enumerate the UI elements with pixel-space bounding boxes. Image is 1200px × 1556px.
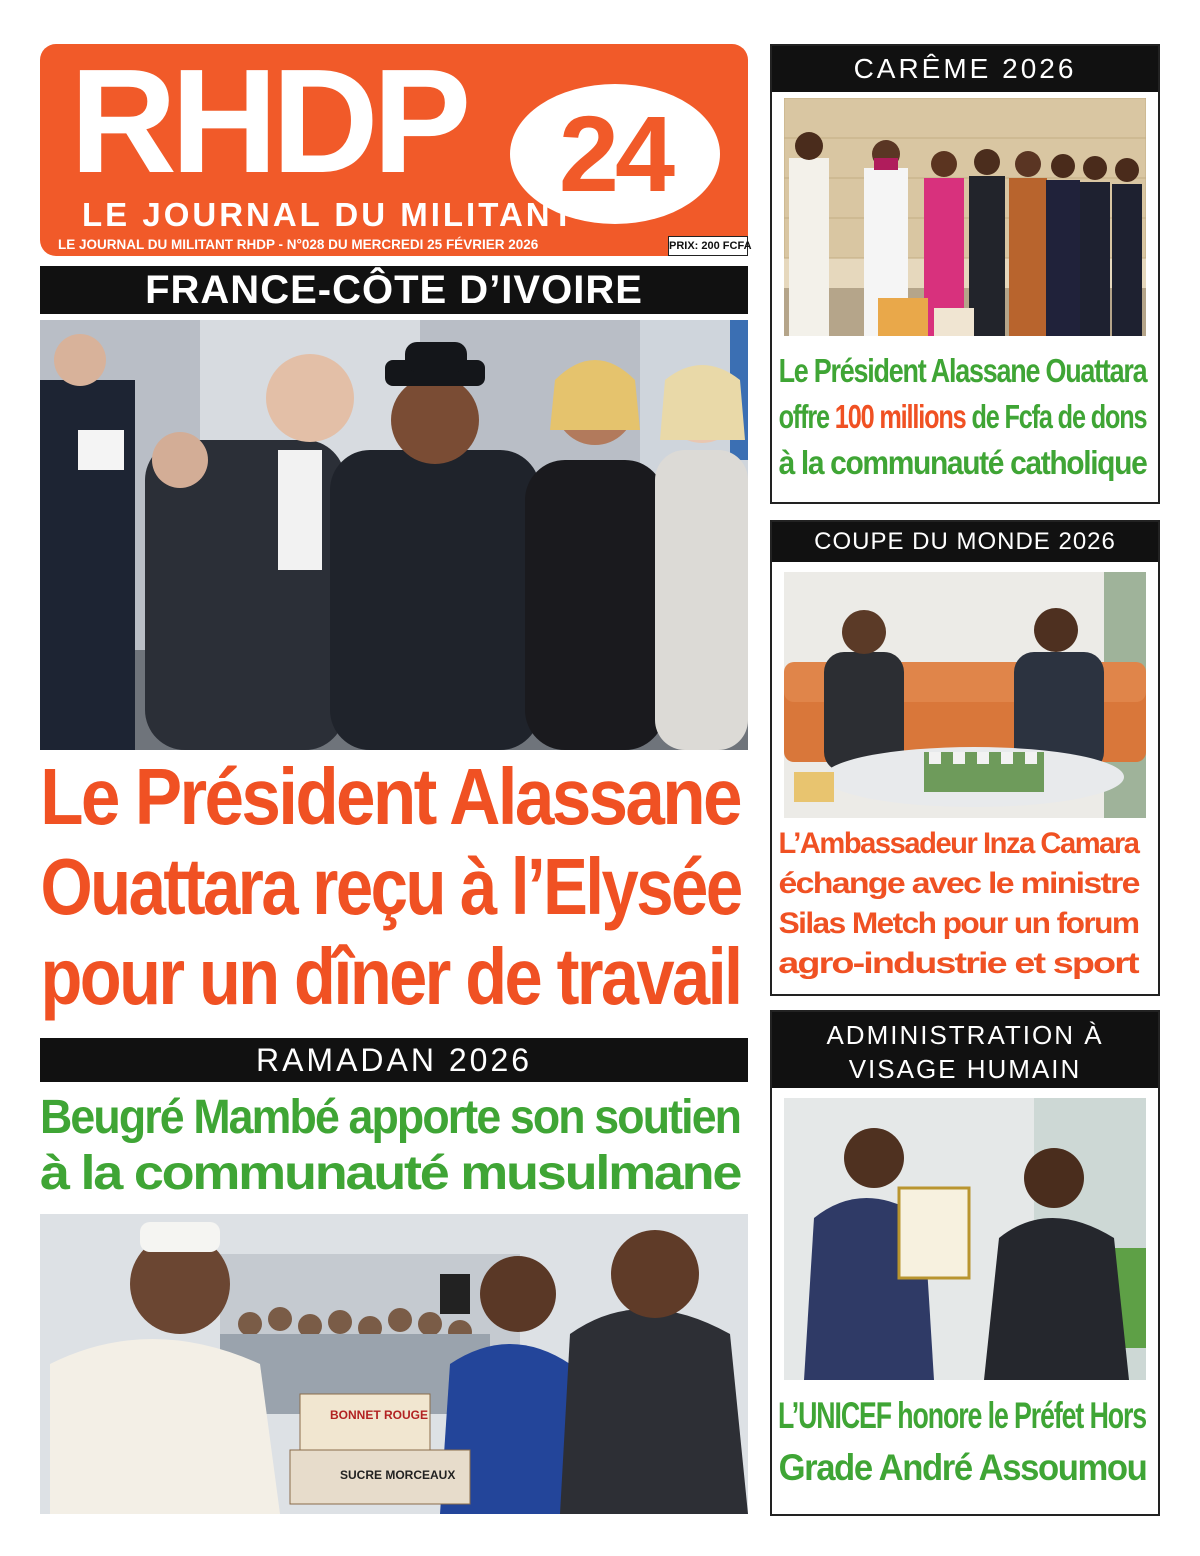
admin-headline-line-1: L’UNICEF honore le Préfet Hors: [778, 1395, 1147, 1436]
sidebar-story-coupe-du-monde[interactable]: [770, 520, 1160, 996]
photo-careme-scene: [784, 98, 1146, 336]
photo-coupe-scene: [784, 572, 1146, 818]
logo-number-badge: 24: [510, 84, 720, 224]
box-label-bottom: SUCRE MORCEAUX: [340, 1468, 456, 1482]
ramadan-headline-line-1: Beugré Mambé apporte son soutien: [40, 1091, 741, 1144]
issue-line: LE JOURNAL DU MILITANT RHDP - N°028 DU MERCREDI 25 FÉVRIER 2026: [58, 237, 539, 252]
main-headline-line-2: Ouattara reçu à l’Elysée: [40, 842, 741, 931]
admin-headline-line-2: Grade André Assoumou: [778, 1447, 1146, 1488]
masthead: [40, 44, 748, 256]
admin-headline[interactable]: [778, 1390, 1152, 1494]
logo-text: RHDP: [70, 44, 466, 204]
careme-headline-highlight: 100 millions: [834, 398, 966, 435]
photo-elysee-scene: [40, 320, 748, 750]
coupe-headline[interactable]: [778, 824, 1152, 984]
coupe-headline-line-3: Silas Metch pour un forum: [778, 907, 1138, 940]
careme-headline-line-2-after: de Fcfa de dons: [965, 398, 1146, 435]
careme-headline-line-2-before: offre: [778, 398, 835, 435]
tagline: LE JOURNAL DU MILITANT: [82, 196, 576, 233]
photo-ramadan-donation[interactable]: [40, 1214, 748, 1514]
section-bar-administration: ADMINISTRATION À VISAGE HUMAIN: [772, 1012, 1158, 1088]
section-bar-careme: CARÊME 2026: [772, 46, 1158, 92]
coupe-headline-line-2: échange avec le ministre: [778, 867, 1139, 900]
ramadan-headline[interactable]: [40, 1090, 748, 1208]
coupe-headline-line-1: L’Ambassadeur Inza Camara: [778, 827, 1139, 860]
photo-careme-donation[interactable]: [784, 98, 1146, 336]
main-headline-line-3: pour un dîner de travail: [40, 932, 741, 1021]
photo-admin-scene: [784, 1098, 1146, 1380]
photo-coupe-meeting[interactable]: [784, 572, 1146, 818]
price-tag: PRIX: 200 FCFA: [668, 236, 748, 256]
careme-headline-line-1: Le Président Alassane Ouattara: [778, 352, 1146, 389]
main-headline-line-1: Le Président Alassane: [40, 752, 740, 841]
photo-ramadan-scene: [40, 1214, 748, 1514]
ramadan-headline-line-2: à la communauté musulmane: [40, 1147, 741, 1200]
sidebar-story-administration[interactable]: [770, 1010, 1160, 1516]
section-bar-coupe-du-monde: COUPE DU MONDE 2026: [772, 522, 1158, 562]
main-headline[interactable]: [40, 752, 748, 1030]
photo-elysee-visit[interactable]: [40, 320, 748, 750]
box-label-top: BONNET ROUGE: [330, 1408, 429, 1422]
section-bar-ramadan: RAMADAN 2026: [40, 1038, 748, 1082]
sidebar-story-careme[interactable]: [770, 44, 1160, 504]
photo-admin-award[interactable]: [784, 1098, 1146, 1380]
careme-headline[interactable]: [778, 348, 1152, 486]
careme-headline-line-2: [778, 394, 1146, 440]
careme-headline-line-3: à la communauté catholique: [778, 444, 1146, 481]
section-bar-france-cote-divoire: FRANCE-CÔTE D’IVOIRE: [40, 266, 748, 314]
coupe-headline-line-4: agro-industrie et sport: [778, 947, 1138, 980]
